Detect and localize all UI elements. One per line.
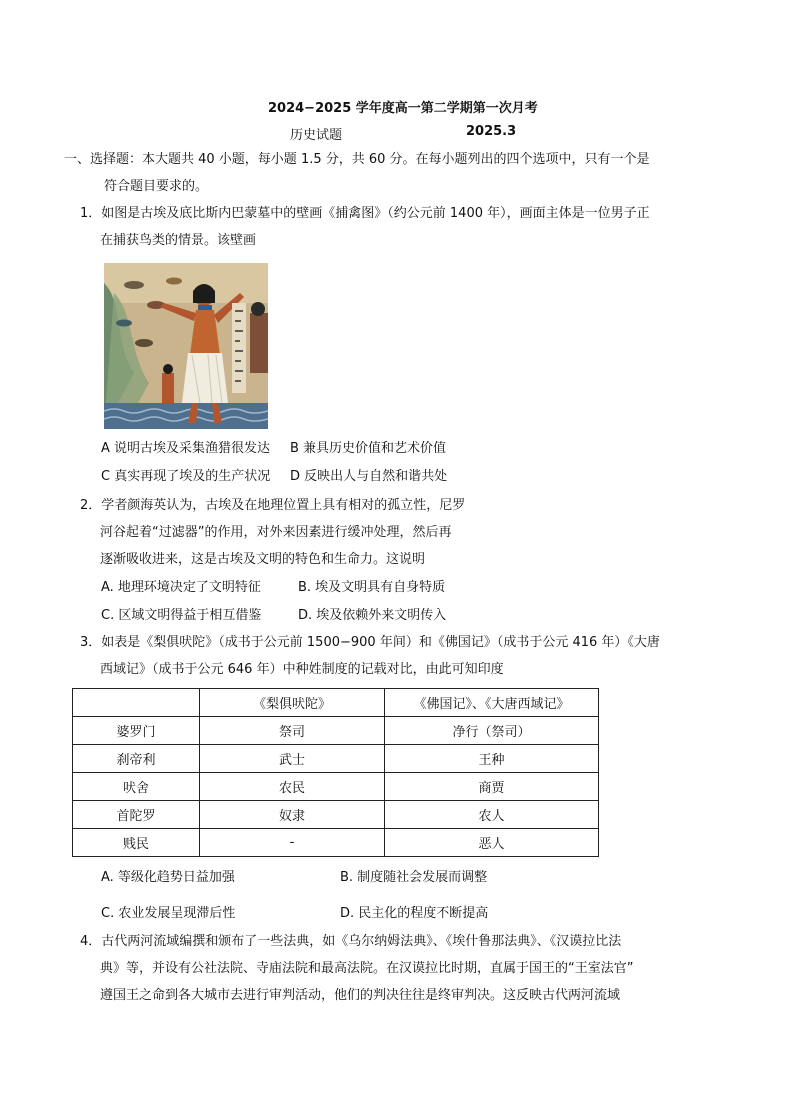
q1-option-d: D 反映出人与自然和谐共处 (290, 469, 448, 484)
table-cell: 刹帝利 (73, 745, 200, 773)
caste-comparison-table (72, 688, 599, 857)
table-cell: 婆罗门 (73, 717, 200, 745)
q4-stem-line1: 4．古代两河流域编撰和颁布了一些法典，如《乌尔纳姆法典》、《埃什鲁那法典》、《汉谟拉比法 (80, 934, 622, 949)
table-header-cell (73, 689, 200, 717)
q3-option-d: D. 民主化的程度不断提高 (340, 906, 489, 921)
table-row (73, 829, 599, 857)
q2-option-a: A. 地理环境决定了文明特征 (101, 580, 261, 595)
table-header-cell: 《佛国记》、《大唐西域记》 (385, 689, 599, 717)
q3-option-a: A. 等级化趋势日益加强 (101, 870, 235, 885)
table-cell: 商贾 (385, 773, 599, 801)
q3-option-c: C. 农业发展呈现滞后性 (101, 906, 236, 921)
q3-stem-line1: 3．如表是《梨俱吠陀》（成书于公元前 1500−900 年间）和《佛国记》（成书于公元 416 年）《大唐 (80, 635, 660, 650)
table-cell: - (200, 829, 385, 857)
q2-stem-line3: 逐渐吸收进来，这是古埃及文明的特色和生命力。这说明 (100, 552, 426, 567)
section-instructions-line1: 一、选择题：本大题共 40 小题，每小题 1.5 分，共 60 分。在每小题列出的四个选项中，只有一个是 (64, 152, 650, 167)
table-cell: 恶人 (385, 829, 599, 857)
exam-subject: 历史试题 (290, 128, 343, 143)
table-cell: 首陀罗 (73, 801, 200, 829)
table-cell: 奴隶 (200, 801, 385, 829)
table-cell: 王种 (385, 745, 599, 773)
q3-option-b: B. 制度随社会发展而调整 (340, 870, 488, 885)
q1-stem-line2: 在捕获鸟类的情景。该壁画 (100, 233, 257, 248)
table-cell: 净行（祭司） (385, 717, 599, 745)
q4-stem-line3: 遵国王之命到各大城市去进行审判活动，他们的判决往往是终审判决。这反映古代两河流域 (100, 988, 621, 1003)
q1-option-a: A 说明古埃及采集渔猎很发达 (101, 441, 271, 456)
table-header-cell: 《梨俱吠陀》 (200, 689, 385, 717)
table-header-row (73, 689, 599, 717)
table-cell: 武士 (200, 745, 385, 773)
exam-title: 2024−2025 学年度高一第二学期第一次月考 (268, 101, 538, 116)
exam-date: 2025.3 (466, 124, 517, 139)
section-instructions-line2: 符合题目要求的。 (104, 179, 209, 194)
q1-option-b: B 兼具历史价值和艺术价值 (290, 441, 447, 456)
table-cell: 祭司 (200, 717, 385, 745)
q2-option-c: C. 区域文明得益于相互借鉴 (101, 608, 262, 623)
q2-stem-line2: 河谷起着“过滤器”的作用，对外来因素进行缓冲处理，然后再 (100, 525, 452, 540)
table-row (73, 745, 599, 773)
q2-option-d: D. 埃及依赖外来文明传入 (298, 608, 447, 623)
q3-stem-line2: 西域记》（成书于公元 646 年）中种姓制度的记载对比，由此可知印度 (100, 662, 504, 677)
table-cell: 贱民 (73, 829, 200, 857)
q1-option-c: C 真实再现了埃及的生产状况 (101, 469, 271, 484)
table-row (73, 717, 599, 745)
q4-stem-line2: 典》等，并设有公社法院、寺庙法院和最高法院。在汉谟拉比时期，直属于国王的“王室法官” (100, 961, 634, 976)
fowling-scene-painting (104, 263, 268, 429)
table-cell: 吠舍 (73, 773, 200, 801)
table-cell: 农人 (385, 801, 599, 829)
table-cell: 农民 (200, 773, 385, 801)
q1-stem-line1: 1．如图是古埃及底比斯内巴蒙墓中的壁画《捕禽图》（约公元前 1400 年），画面主体是一位男子正 (80, 206, 650, 221)
table-row (73, 801, 599, 829)
q2-stem-line1: 2．学者颜海英认为，古埃及在地理位置上具有相对的孤立性，尼罗 (80, 498, 466, 513)
table-row (73, 773, 599, 801)
q2-option-b: B. 埃及文明具有自身特质 (298, 580, 446, 595)
